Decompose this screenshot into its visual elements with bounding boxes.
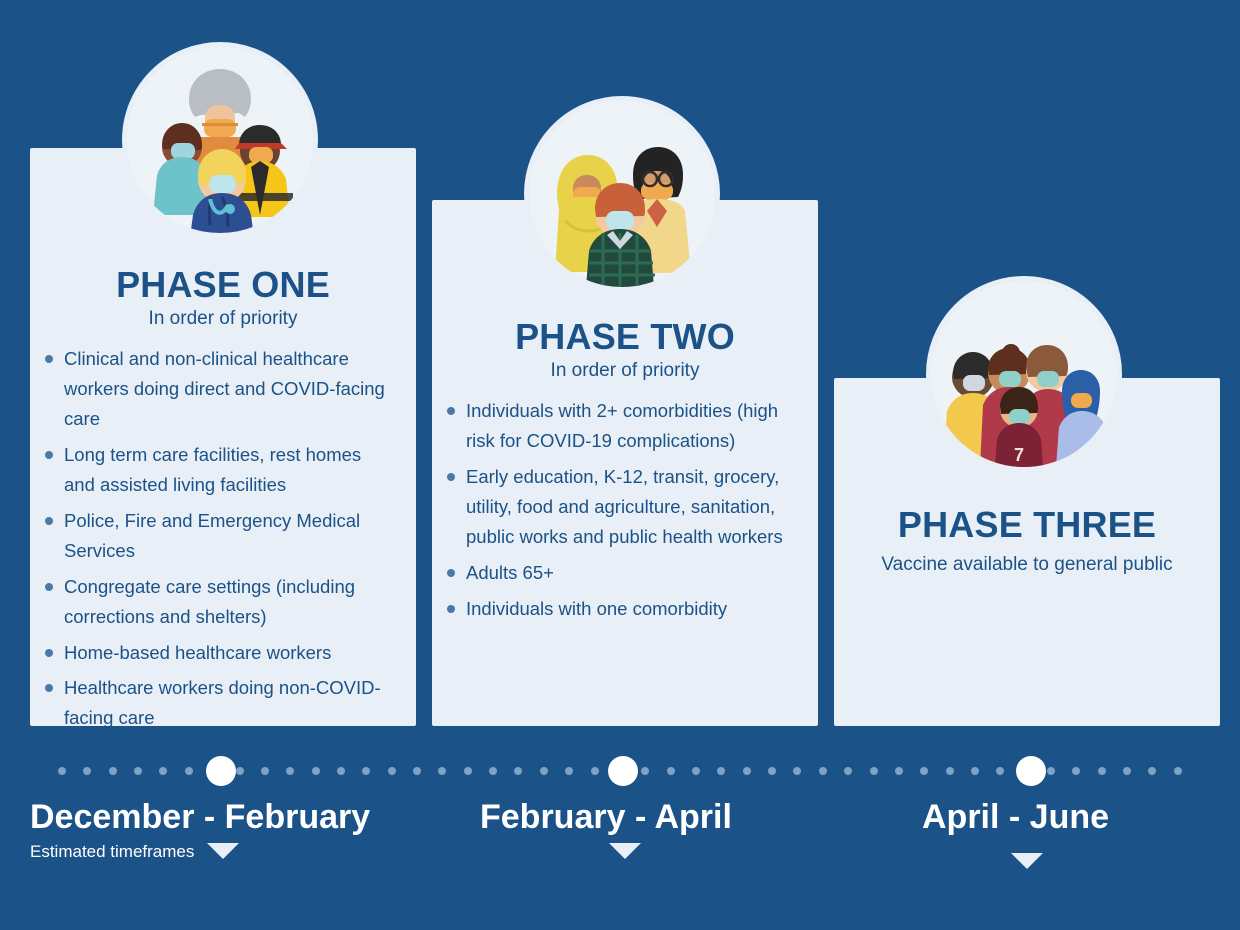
phase-three-subtitle: Vaccine available to general public — [881, 553, 1173, 575]
phase-three-date: April - June — [922, 798, 1110, 836]
phase-one-list — [30, 344, 416, 734]
timeline-dot — [261, 767, 269, 775]
timeline-node-phase-two — [608, 756, 638, 786]
timeline-dot — [413, 767, 421, 775]
list-item: Adults 65+ — [466, 558, 796, 588]
healthcare-workers-group-portrait-icon — [122, 42, 318, 238]
phase-two-date: February - April — [480, 798, 732, 836]
timeline-dot — [591, 767, 599, 775]
timeline-dot — [1047, 767, 1055, 775]
phase-one-title: PHASE ONE — [116, 264, 330, 305]
high-risk-adults-group-portrait-icon — [524, 96, 720, 292]
list-item: Healthcare workers doing non-COVID-facing care — [64, 673, 394, 733]
timeline-dot — [946, 767, 954, 775]
estimated-timeframes-note: Estimated timeframes — [30, 842, 195, 861]
timeline-dot — [895, 767, 903, 775]
list-item: Home-based healthcare workers — [64, 638, 394, 668]
svg-text:7: 7 — [1013, 445, 1025, 465]
timeline-dot — [1123, 767, 1131, 775]
timeline-dot — [743, 767, 751, 775]
timeline-dot — [641, 767, 649, 775]
timeline-dot — [286, 767, 294, 775]
timeline-dot — [1148, 767, 1156, 775]
timeline-dot — [464, 767, 472, 775]
timeline-dot — [844, 767, 852, 775]
timeline-dot — [388, 767, 396, 775]
timeline-node-phase-three — [1016, 756, 1046, 786]
timeline-dot — [717, 767, 725, 775]
list-item: Long term care facilities, rest homes and assisted living facilities — [64, 440, 394, 500]
list-item: Early education, K-12, transit, grocery, utility, food and agriculture, sanitation, public works and public health workers — [466, 462, 796, 552]
list-item: Individuals with one comorbidity — [466, 594, 796, 624]
timeline-dot — [692, 767, 700, 775]
timeline-node-phase-one — [206, 756, 236, 786]
phase-three-title: PHASE THREE — [897, 504, 1157, 545]
phase-one-date: December - February — [30, 798, 371, 836]
list-item: Clinical and non-clinical healthcare workers doing direct and COVID-facing care — [64, 344, 394, 434]
timeline-dot — [362, 767, 370, 775]
timeline-dot — [971, 767, 979, 775]
phase-two-title: PHASE TWO — [515, 316, 735, 357]
timeline-dot — [565, 767, 573, 775]
timeline-dot — [1098, 767, 1106, 775]
phase-three-pointer — [1011, 853, 1043, 869]
timeline — [0, 756, 1240, 786]
timeline-dot — [1072, 767, 1080, 775]
timeline-dot — [819, 767, 827, 775]
timeline-dot — [870, 767, 878, 775]
timeline-dot — [109, 767, 117, 775]
timeline-dot — [159, 767, 167, 775]
timeline-dot — [489, 767, 497, 775]
timeline-dot — [438, 767, 446, 775]
phase-two-subtitle: In order of priority — [550, 359, 700, 381]
timeline-dot — [337, 767, 345, 775]
timeline-dot — [83, 767, 91, 775]
list-item: Individuals with 2+ comorbidities (high risk for COVID-19 complications) — [466, 396, 796, 456]
timeline-dot — [793, 767, 801, 775]
timeline-dot — [236, 767, 244, 775]
phase-two-list — [432, 396, 818, 624]
timeline-dot — [58, 767, 66, 775]
phase-one-subtitle: In order of priority — [148, 307, 298, 329]
phase-one-pointer — [207, 843, 239, 859]
timeline-dot — [514, 767, 522, 775]
timeline-dot — [540, 767, 548, 775]
timeline-dot — [768, 767, 776, 775]
timeline-dot — [1174, 767, 1182, 775]
timeline-dot — [134, 767, 142, 775]
list-item: Congregate care settings (including corrections and shelters) — [64, 572, 394, 632]
timeline-dot — [920, 767, 928, 775]
phase-two-pointer — [609, 843, 641, 859]
timeline-dot — [185, 767, 193, 775]
timeline-dot — [312, 767, 320, 775]
list-item: Police, Fire and Emergency Medical Services — [64, 506, 394, 566]
general-public-family-portrait-icon — [926, 276, 1122, 472]
timeline-dot — [996, 767, 1004, 775]
timeline-dot — [667, 767, 675, 775]
